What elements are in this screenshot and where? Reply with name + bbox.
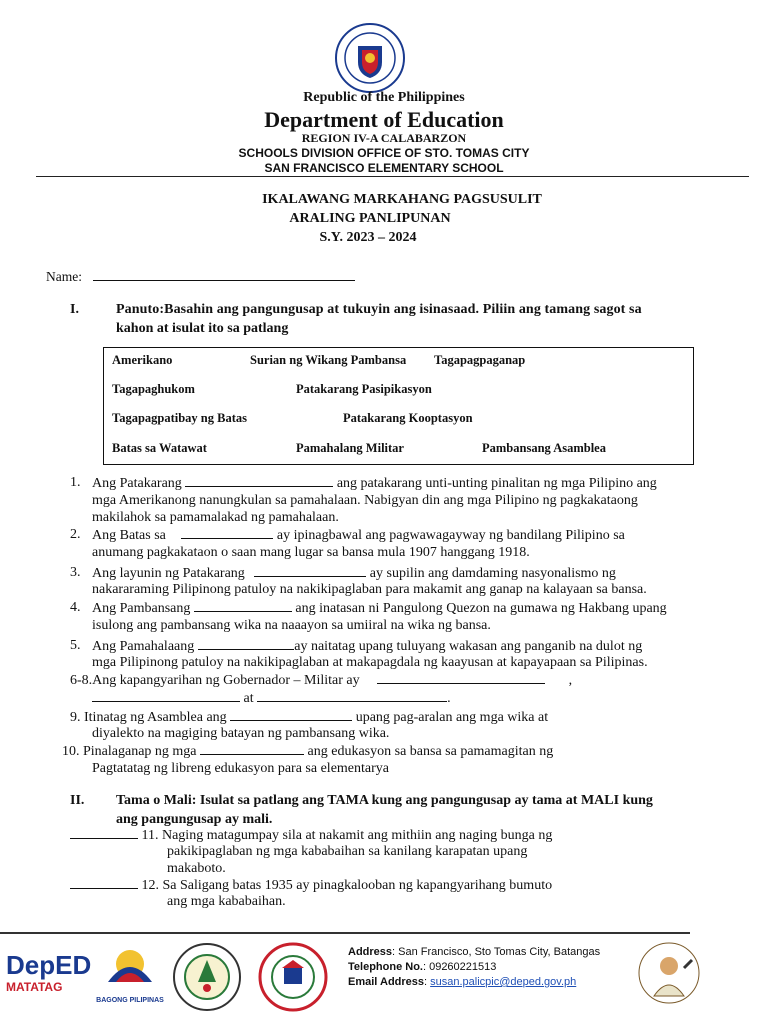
choice-7: Patakarang Kooptasyon bbox=[343, 411, 473, 425]
phone-value: : 09260221513 bbox=[422, 961, 497, 973]
choice-6: Tagapagpatibay ng Batas bbox=[112, 411, 247, 425]
section1-number: I. bbox=[70, 302, 79, 317]
item-9-text-b: upang pag-aralan ang mga wika at bbox=[355, 710, 549, 725]
item-3-line2: nakararaming Pilipinong patuloy na nakikipaglaban para makamit ang ganap na kalayaan sa bansa. bbox=[92, 582, 647, 597]
section1-instructions-line2: kahon at isulat ito sa patlang bbox=[116, 321, 289, 336]
header-division: SCHOOLS DIVISION OFFICE OF STO. TOMAS CITY bbox=[238, 146, 530, 160]
item-5-text-b: ay naitatag upang tuluyang wakasan ang panganib na dulot ng bbox=[294, 639, 643, 654]
section2-number: II. bbox=[70, 793, 85, 808]
item-4-line2: isulong ang pambansang wika na naaayon sa umiiral na wika ng bansa. bbox=[92, 618, 491, 633]
exam-school-year: S.Y. 2023 – 2024 bbox=[319, 230, 417, 245]
choice-10: Pambansang Asamblea bbox=[482, 441, 606, 455]
item-6-8-comma: , bbox=[568, 673, 573, 688]
item-10-text-a: 10. Pinalaganap ng mga bbox=[62, 744, 197, 759]
item-1-text-a: Ang Patakarang bbox=[92, 476, 182, 491]
division-seal bbox=[172, 942, 242, 1012]
section2-instructions-line2: ang pangungusap ay mali. bbox=[116, 812, 273, 827]
name-row bbox=[46, 268, 355, 285]
item-4-blank[interactable] bbox=[194, 599, 292, 612]
item-4-number: 4. bbox=[70, 600, 81, 615]
item-1-blank[interactable] bbox=[185, 474, 333, 487]
item-3-text-b: ay supilin ang damdaming nasyonalismo ng bbox=[369, 566, 616, 581]
item-6-8-line2 bbox=[92, 689, 451, 708]
item-3-number: 3. bbox=[70, 565, 81, 580]
footer-divider bbox=[0, 932, 690, 934]
item-4-text-a: Ang Pambansang bbox=[92, 601, 191, 616]
item-3-text-a: Ang layunin ng Patakarang bbox=[92, 566, 245, 581]
address-value: : San Francisco, Sto Tomas City, Batangas bbox=[392, 946, 601, 958]
item-2-text-b: ay ipinagbawal ang pagwawagayway ng bandilang Pilipino sa bbox=[276, 528, 625, 543]
item-4-line1 bbox=[92, 599, 667, 618]
item-6-8-text: 6-8.Ang kapangyarihan ng Gobernador – Militar ay bbox=[70, 673, 360, 688]
item-11-text-a: 11. Naging matagumpay sila at nakamit ang mithiin ang naging bunga ng bbox=[141, 828, 553, 843]
tomasino-badge bbox=[636, 938, 702, 1008]
item-12-text-a: 12. Sa Saligang batas 1935 ay pinagkalooban ng kapangyarihang bumuto bbox=[141, 878, 553, 893]
item-1-line1 bbox=[92, 474, 657, 493]
header-school: SAN FRANCISCO ELEMENTARY SCHOOL bbox=[264, 161, 504, 175]
item-12-line1 bbox=[70, 876, 552, 895]
item-2-line1 bbox=[92, 526, 625, 545]
matatag-text: MATATAG bbox=[6, 980, 63, 994]
footer-address bbox=[348, 946, 600, 958]
section2-instructions-line1: Tama o Mali: Isulat sa patlang ang TAMA kung ang pangungusap ay tama at MALI kung bbox=[116, 793, 653, 808]
item-6-8-line1 bbox=[70, 671, 572, 690]
item-6-8-period: . bbox=[447, 691, 451, 706]
email-label: Email Address bbox=[348, 976, 425, 988]
name-blank[interactable] bbox=[93, 268, 355, 281]
bagong-pilipinas-text: BAGONG PILIPINAS bbox=[96, 997, 164, 1004]
item-1-line3: makilahok sa pamamalakad ng pamahalaan. bbox=[92, 510, 339, 525]
choice-9: Pamahalang Militar bbox=[296, 441, 404, 455]
phone-label: Telephone No. bbox=[348, 961, 423, 973]
choice-3: Tagapagpaganap bbox=[434, 353, 526, 367]
choice-4: Tagapaghukom bbox=[112, 382, 195, 396]
school-seal bbox=[258, 942, 328, 1012]
item-11-line2: pakikipaglaban ng mga kababaihan sa kanilang karapatan upang bbox=[167, 844, 528, 859]
section1-instructions bbox=[116, 300, 722, 338]
item-12-blank[interactable] bbox=[70, 876, 138, 889]
deped-logo-text: DepED bbox=[6, 950, 92, 980]
item-5-line2: mga Pilipinong patuloy na nakikipaglaban at makapagdala ng kaayusan at kapayapaan sa Pilipinas. bbox=[92, 655, 648, 670]
item-8-blank[interactable] bbox=[257, 689, 447, 702]
header-department: Department of Education bbox=[264, 107, 504, 132]
exam-title: IKALAWANG MARKAHANG PAGSUSULIT bbox=[262, 192, 542, 207]
item-4-text-b: ang inatasan ni Pangulong Quezon na gumawa ng Hakbang upang bbox=[295, 601, 667, 616]
item-1-text-b: ang patakarang unti-unting pinalitan ng mga Pilipino ang bbox=[336, 476, 657, 491]
deped-matatag-logo bbox=[6, 942, 92, 1008]
item-11-blank[interactable] bbox=[70, 826, 138, 839]
item-10-blank[interactable] bbox=[200, 742, 304, 755]
footer-email bbox=[348, 976, 576, 988]
item-9-blank[interactable] bbox=[230, 708, 352, 721]
answer-choices-box bbox=[103, 347, 694, 465]
choice-8: Batas sa Watawat bbox=[112, 441, 207, 455]
choice-2: Surian ng Wikang Pambansa bbox=[250, 353, 407, 367]
item-7-blank[interactable] bbox=[92, 689, 240, 702]
item-10-line1 bbox=[62, 742, 553, 761]
email-separator: : bbox=[424, 976, 428, 988]
header-republic: Republic of the Philippines bbox=[303, 90, 465, 105]
item-9-text-a: 9. Itinatag ng Asamblea ang bbox=[70, 710, 227, 725]
address-label: Address bbox=[348, 946, 393, 958]
choice-5: Patakarang Pasipikasyon bbox=[296, 382, 432, 396]
item-2-text-a: Ang Batas sa bbox=[92, 528, 166, 543]
deped-seal bbox=[334, 22, 406, 94]
item-3-blank[interactable] bbox=[254, 564, 366, 577]
item-10-line2: Pagtatatag ng libreng edukasyon para sa elementarya bbox=[92, 761, 389, 776]
footer-phone bbox=[348, 961, 496, 973]
item-5-blank[interactable] bbox=[198, 637, 294, 650]
item-9-line2: diyalekto na magiging batayan ng pambansang wika. bbox=[92, 726, 390, 741]
item-5-number: 5. bbox=[70, 638, 81, 653]
item-11-line3: makaboto. bbox=[167, 861, 226, 876]
item-6-blank[interactable] bbox=[377, 671, 545, 684]
section1-instructions-line1: Panuto:Basahin ang pangungusap at tukuyin ang isinasaad. Piliin ang tamang sagot sa bbox=[116, 302, 642, 317]
item-2-blank[interactable] bbox=[181, 526, 273, 539]
choice-1: Amerikano bbox=[112, 353, 173, 367]
header-divider bbox=[36, 176, 749, 177]
item-2-line2: anumang pagkakataon o saan mang lugar sa bansa mula 1907 hanggang 1918. bbox=[92, 545, 530, 560]
item-1-number: 1. bbox=[70, 475, 81, 490]
item-6-8-and: at bbox=[243, 691, 254, 706]
exam-subject: ARALING PANLIPUNAN bbox=[289, 211, 451, 226]
name-label: Name: bbox=[46, 269, 82, 284]
email-link[interactable]: susan.palicpic@deped.gov.ph bbox=[430, 976, 577, 988]
bagong-pilipinas-logo bbox=[90, 942, 170, 1008]
item-2-number: 2. bbox=[70, 527, 81, 542]
item-10-text-b: ang edukasyon sa bansa sa pamamagitan ng bbox=[307, 744, 554, 759]
header-region: REGION IV-A CALABARZON bbox=[301, 131, 467, 145]
item-1-line2: mga Amerikanong nanungkulan sa pamahalaan. Nabigyan din ang mga Pilipino ng pagkakataong bbox=[92, 493, 638, 508]
item-5-text-a: Ang Pamahalaang bbox=[92, 639, 195, 654]
item-12-line2: ang mga kababaihan. bbox=[167, 894, 286, 909]
section2-instructions bbox=[116, 791, 653, 829]
